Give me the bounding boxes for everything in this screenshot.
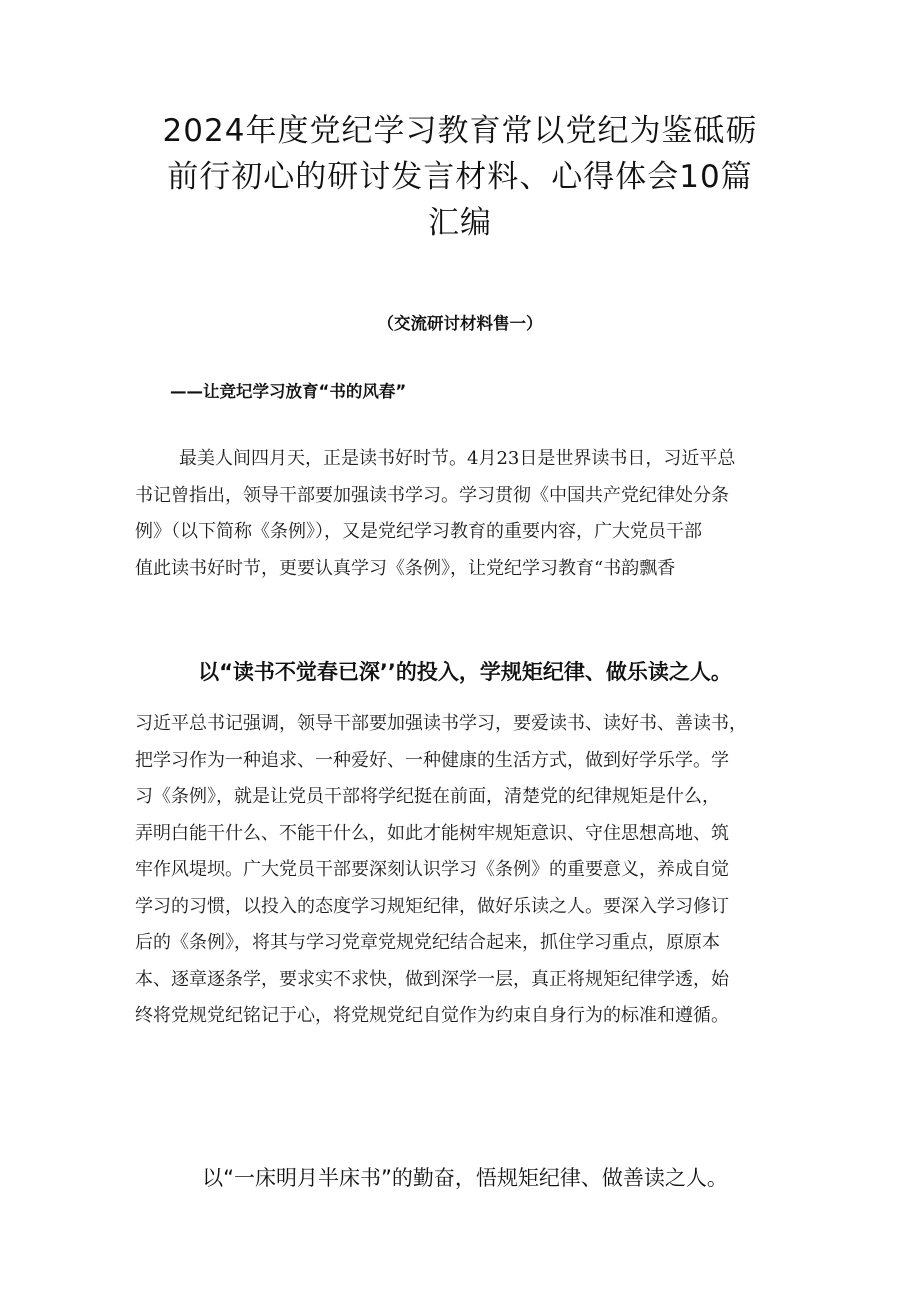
paragraph-line: 习近平总书记强调，领导干部要加强读书学习，要爱读书、读好书、善读书， — [135, 713, 747, 734]
document-tagline: ——让竞圮学习放育“书的风春” — [170, 382, 407, 401]
paragraph-line: 终将党规党纪铭记于心，将党规党纪自觉作为约束自身行为的标准和遵循。 — [135, 1005, 729, 1026]
document-subtitle: （交流研讨材料售一） — [377, 314, 543, 333]
document-title — [100, 108, 820, 246]
paragraph-1 — [135, 441, 795, 587]
paragraph-line: 最美人间四月天，正是读书好时节。4月23日是世界读书日，习近平总 — [179, 448, 736, 469]
paragraph-line: 后的《条例》，将其与学习党章党规党纪结合起来，抓住学习重点，原原本 — [135, 932, 720, 953]
paragraph-line: 书记曾指出，领导干部要加强读书学习。学习贯彻《中国共产党纪律处分条 — [135, 484, 729, 506]
paragraph-line: 习《条例》，就是让党员干部将学纪挺在前面，清楚党的纪律规矩是什么， — [135, 786, 720, 807]
paragraph-line: 把学习作为一种追求、一种爱好、一种健康的生活方式，做到好学乐学。学 — [135, 749, 729, 771]
section-heading-2: 以“一床明月半床书”的勤奋，悟规矩纪律、做善读之人。 — [202, 1166, 728, 1190]
paragraph-line: 例》（以下简称《条例》），又是党纪学习教育的重要内容，广大党员干部 — [135, 521, 702, 542]
paragraph-line: 弄明白能干什么、不能干什么，如此才能树牢规矩意识、守住思想高地、筑 — [135, 822, 729, 844]
title-line: 汇编 — [428, 205, 492, 241]
paragraph-2 — [135, 706, 795, 1035]
paragraph-line: 学习的习惯，以投入的态度学习规矩纪律，做好乐读之人。要深入学习修订 — [135, 895, 729, 917]
title-line: 2024年度党纪学习教育常以党纪为鉴砥砺 — [162, 113, 758, 149]
paragraph-line: 本、逐章逐条学，要求实不求快，做到深学一层，真正将规矩纪律学透，始 — [135, 968, 729, 990]
section-heading-1: 以“读书不觉春已深’’的投入，学规矩纪律、做乐读之人。 — [198, 660, 732, 684]
title-line: 前行初心的研讨发言材料、心得体会10篇 — [167, 159, 753, 195]
paragraph-line: 值此读书好时节，更要认真学习《条例》，让党纪学习教育“书韵飘香 — [135, 557, 676, 579]
paragraph-line: 牢作风堤坝。广大党员干部要深刻认识学习《条例》的重要意义，养成自觉 — [135, 859, 729, 880]
